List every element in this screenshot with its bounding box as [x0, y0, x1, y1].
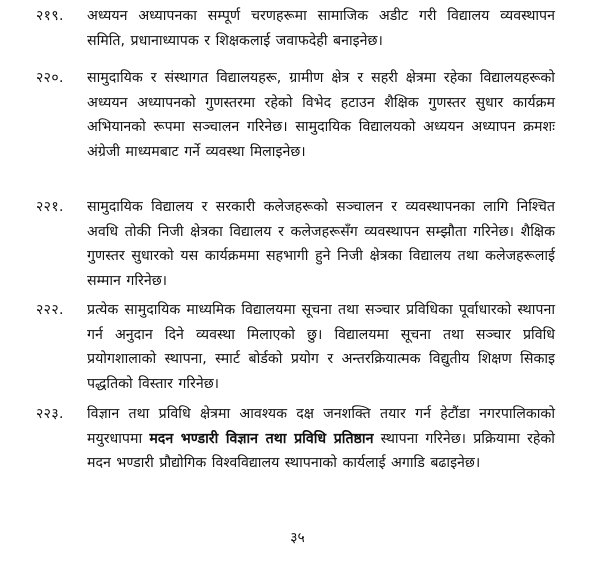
paragraph-text: प्रत्येक सामुदायिक माध्यमिक विद्यालयमा सूचना तथा सञ्चार प्रविधिका पूर्वाधारको स्थापना गर्न अनुदान दिने व्यवस्था मिलाएको छु। विद्यालयमा सूचना तथा सञ्चार प्रविधि प्रयोगशालाको स्थापना, स्मार्ट बोर्डको प्रयोग र अन्तरक्रियात्मक विद्युतीय शिक्षण सिकाइ पद्धतिको विस्तार गरिनेछ। — [87, 302, 555, 392]
paragraph-text-part: विज्ञान तथा प्रविधि क्षेत्रमा आवश्यक दक्ष जनशक्ति तयार गर्न हेटौंडा नगरपालिकाको मयुरधापमा — [87, 406, 555, 447]
paragraph-number: २२२. — [36, 302, 64, 318]
paragraph-number: २१९. — [36, 8, 64, 24]
paragraph-text-part: स्थापना गरिनेछ। प्रक्रियामा रहेको मदन भण्डारी प्रौद्योगिक विश्वविद्यालय स्थापनाको कार्यलाई अगाडि बढाइनेछ। — [87, 430, 555, 472]
page-number: ३५ — [290, 530, 305, 546]
paragraph-number: २२१. — [36, 199, 64, 215]
paragraph-number: २२३. — [36, 406, 64, 422]
paragraph-text — [87, 402, 555, 476]
paragraph-text: अध्ययन अध्यापनका सम्पूर्ण चरणहरूमा सामाजिक अडीट गरी विद्यालय व्यवस्थापन समिति, प्रधानाध्यापक र शिक्षकलाई जवाफदेही बनाइनेछ। — [87, 8, 555, 49]
paragraph-text: सामुदायिक र संस्थागत विद्यालयहरू, ग्रामीण क्षेत्र र सहरी क्षेत्रमा रहेका विद्यालयहरूको अध्ययन अध्यापनको गुणस्तरमा रहेको विभेद हटाउन शैक्षिक गुणस्तर सुधार कार्यक्रम अभियानको रूपमा सञ्चालन गरिनेछ। सामुदायिक विद्यालयको अध्ययन अध्यापन क्रमशः अंग्रेजी माध्यमबाट गर्ने व्यवस्था मिलाइनेछ। — [87, 70, 555, 160]
paragraph-text: सामुदायिक विद्यालय र सरकारी कलेजहरूको सञ्चालन र व्यवस्थापनका लागि निश्चित अवधि तोकी निजी क्षेत्रका विद्यालय र कलेजहरूसँग व्यवस्थापन सम्झौता गरिनेछ। शैक्षिक गुणस्तर सुधारको यस कार्यक्रममा सहभागी हुने निजी क्षेत्रका विद्यालय तथा कलेजहरूलाई सम्मान गरिनेछ। — [87, 199, 555, 289]
paragraph-number: २२०. — [36, 70, 64, 86]
institute-name-bold: मदन भण्डारी विज्ञान तथा प्रविधि प्रतिष्ठान — [149, 430, 374, 447]
